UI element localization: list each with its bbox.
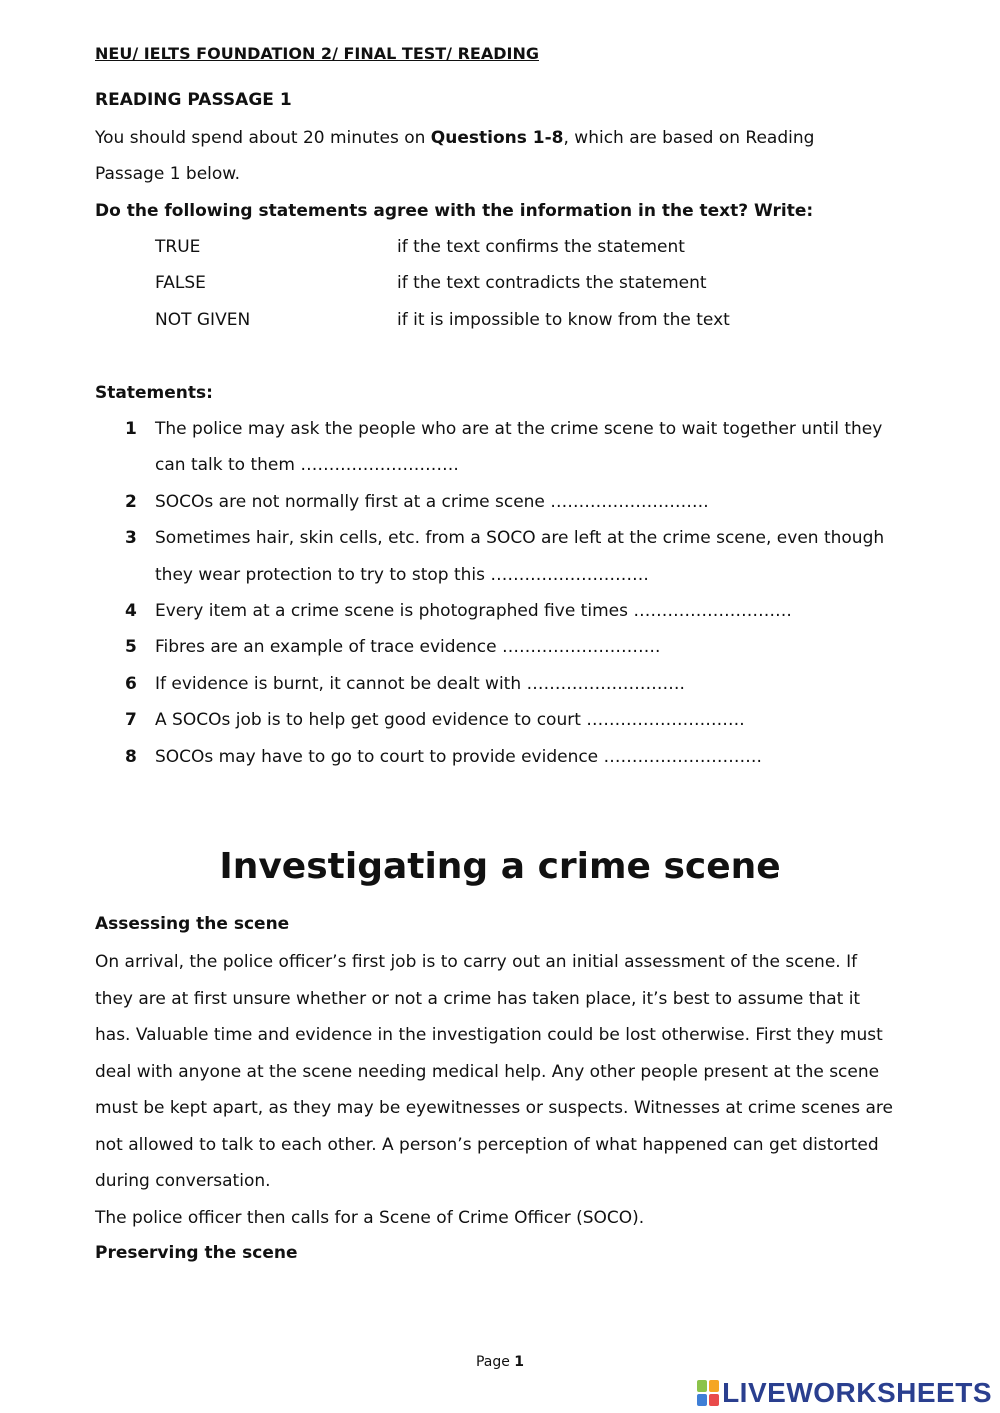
paragraph-line: not allowed to talk to each other. A person’s perception of what happened can get distorted [95,1135,879,1155]
liveworksheets-logo[interactable] [697,1378,992,1408]
statement-text: The police may ask the people who are at the crime scene to wait together until they [155,419,883,439]
liveworksheets-logo-icon [697,1380,719,1406]
statement-number: 2 [125,492,137,512]
section-heading-preserving: Preserving the scene [95,1243,298,1263]
page-footer [0,1354,1000,1370]
statement-text: Fibres are an example of trace evidence ………………………. [155,637,661,657]
statements-label: Statements: [95,383,213,403]
statement-text: Every item at a crime scene is photographed five times ………………………. [155,601,792,621]
statement-number: 6 [125,674,137,694]
option-not-given-label: NOT GIVEN [155,310,251,330]
intro-text-pre: You should spend about 20 minutes on [95,128,431,148]
intro-line-1 [95,127,814,149]
intro-line-2: Passage 1 below. [95,164,241,184]
passage-label: READING PASSAGE 1 [95,90,292,110]
intro-questions-range: Questions 1-8 [430,128,564,148]
statement-number: 5 [125,637,137,657]
intro-text-post: , which are based on Reading [563,128,815,148]
option-true-desc: if the text confirms the statement [397,237,685,257]
option-false-label: FALSE [155,273,206,293]
statement-text: SOCOs are not normally first at a crime scene ………………………. [155,492,709,512]
option-false-desc: if the text contradicts the statement [397,273,707,293]
liveworksheets-logo-text: LIVEWORKSHEETS [722,1377,992,1408]
statement-text: SOCOs may have to go to court to provide evidence ………………………. [155,747,762,767]
option-true-label: TRUE [155,237,201,257]
statement-number: 3 [125,528,137,548]
document-header: NEU/ IELTS FOUNDATION 2/ FINAL TEST/ READING [95,44,539,63]
statement-text: A SOCOs job is to help get good evidence to court ………………………. [155,710,745,730]
statement-text: If evidence is burnt, it cannot be dealt with ………………………. [155,674,685,694]
statement-text-continued: they wear protection to try to stop this ………………………. [155,565,649,585]
paragraph-line: On arrival, the police officer’s first job is to carry out an initial assessment of the scene. If [95,952,858,972]
statement-text-continued: can talk to them ………………………. [155,455,459,475]
passage-title: Investigating a crime scene [219,846,781,887]
instruction: Do the following statements agree with the information in the text? Write: [95,201,814,221]
page-label: Page [475,1354,515,1370]
page-number: 1 [514,1354,525,1370]
option-not-given-desc: if it is impossible to know from the text [397,310,730,330]
paragraph-line: during conversation. [95,1171,271,1191]
statement-number: 1 [125,419,137,439]
paragraph-line: deal with anyone at the scene needing medical help. Any other people present at the scene [95,1062,880,1082]
statement-text: Sometimes hair, skin cells, etc. from a SOCO are left at the crime scene, even though [155,528,885,548]
paragraph-line: must be kept apart, as they may be eyewitnesses or suspects. Witnesses at crime scenes are [95,1098,893,1118]
paragraph-line: they are at first unsure whether or not a crime has taken place, it’s best to assume that it [95,989,861,1009]
statement-number: 7 [125,710,137,730]
paragraph-line: The police officer then calls for a Scene of Crime Officer (SOCO). [95,1208,645,1228]
statement-number: 4 [125,601,137,621]
section-heading-assessing: Assessing the scene [95,914,290,934]
paragraph-line: has. Valuable time and evidence in the investigation could be lost otherwise. First they must [95,1025,883,1045]
statement-number: 8 [125,747,137,767]
